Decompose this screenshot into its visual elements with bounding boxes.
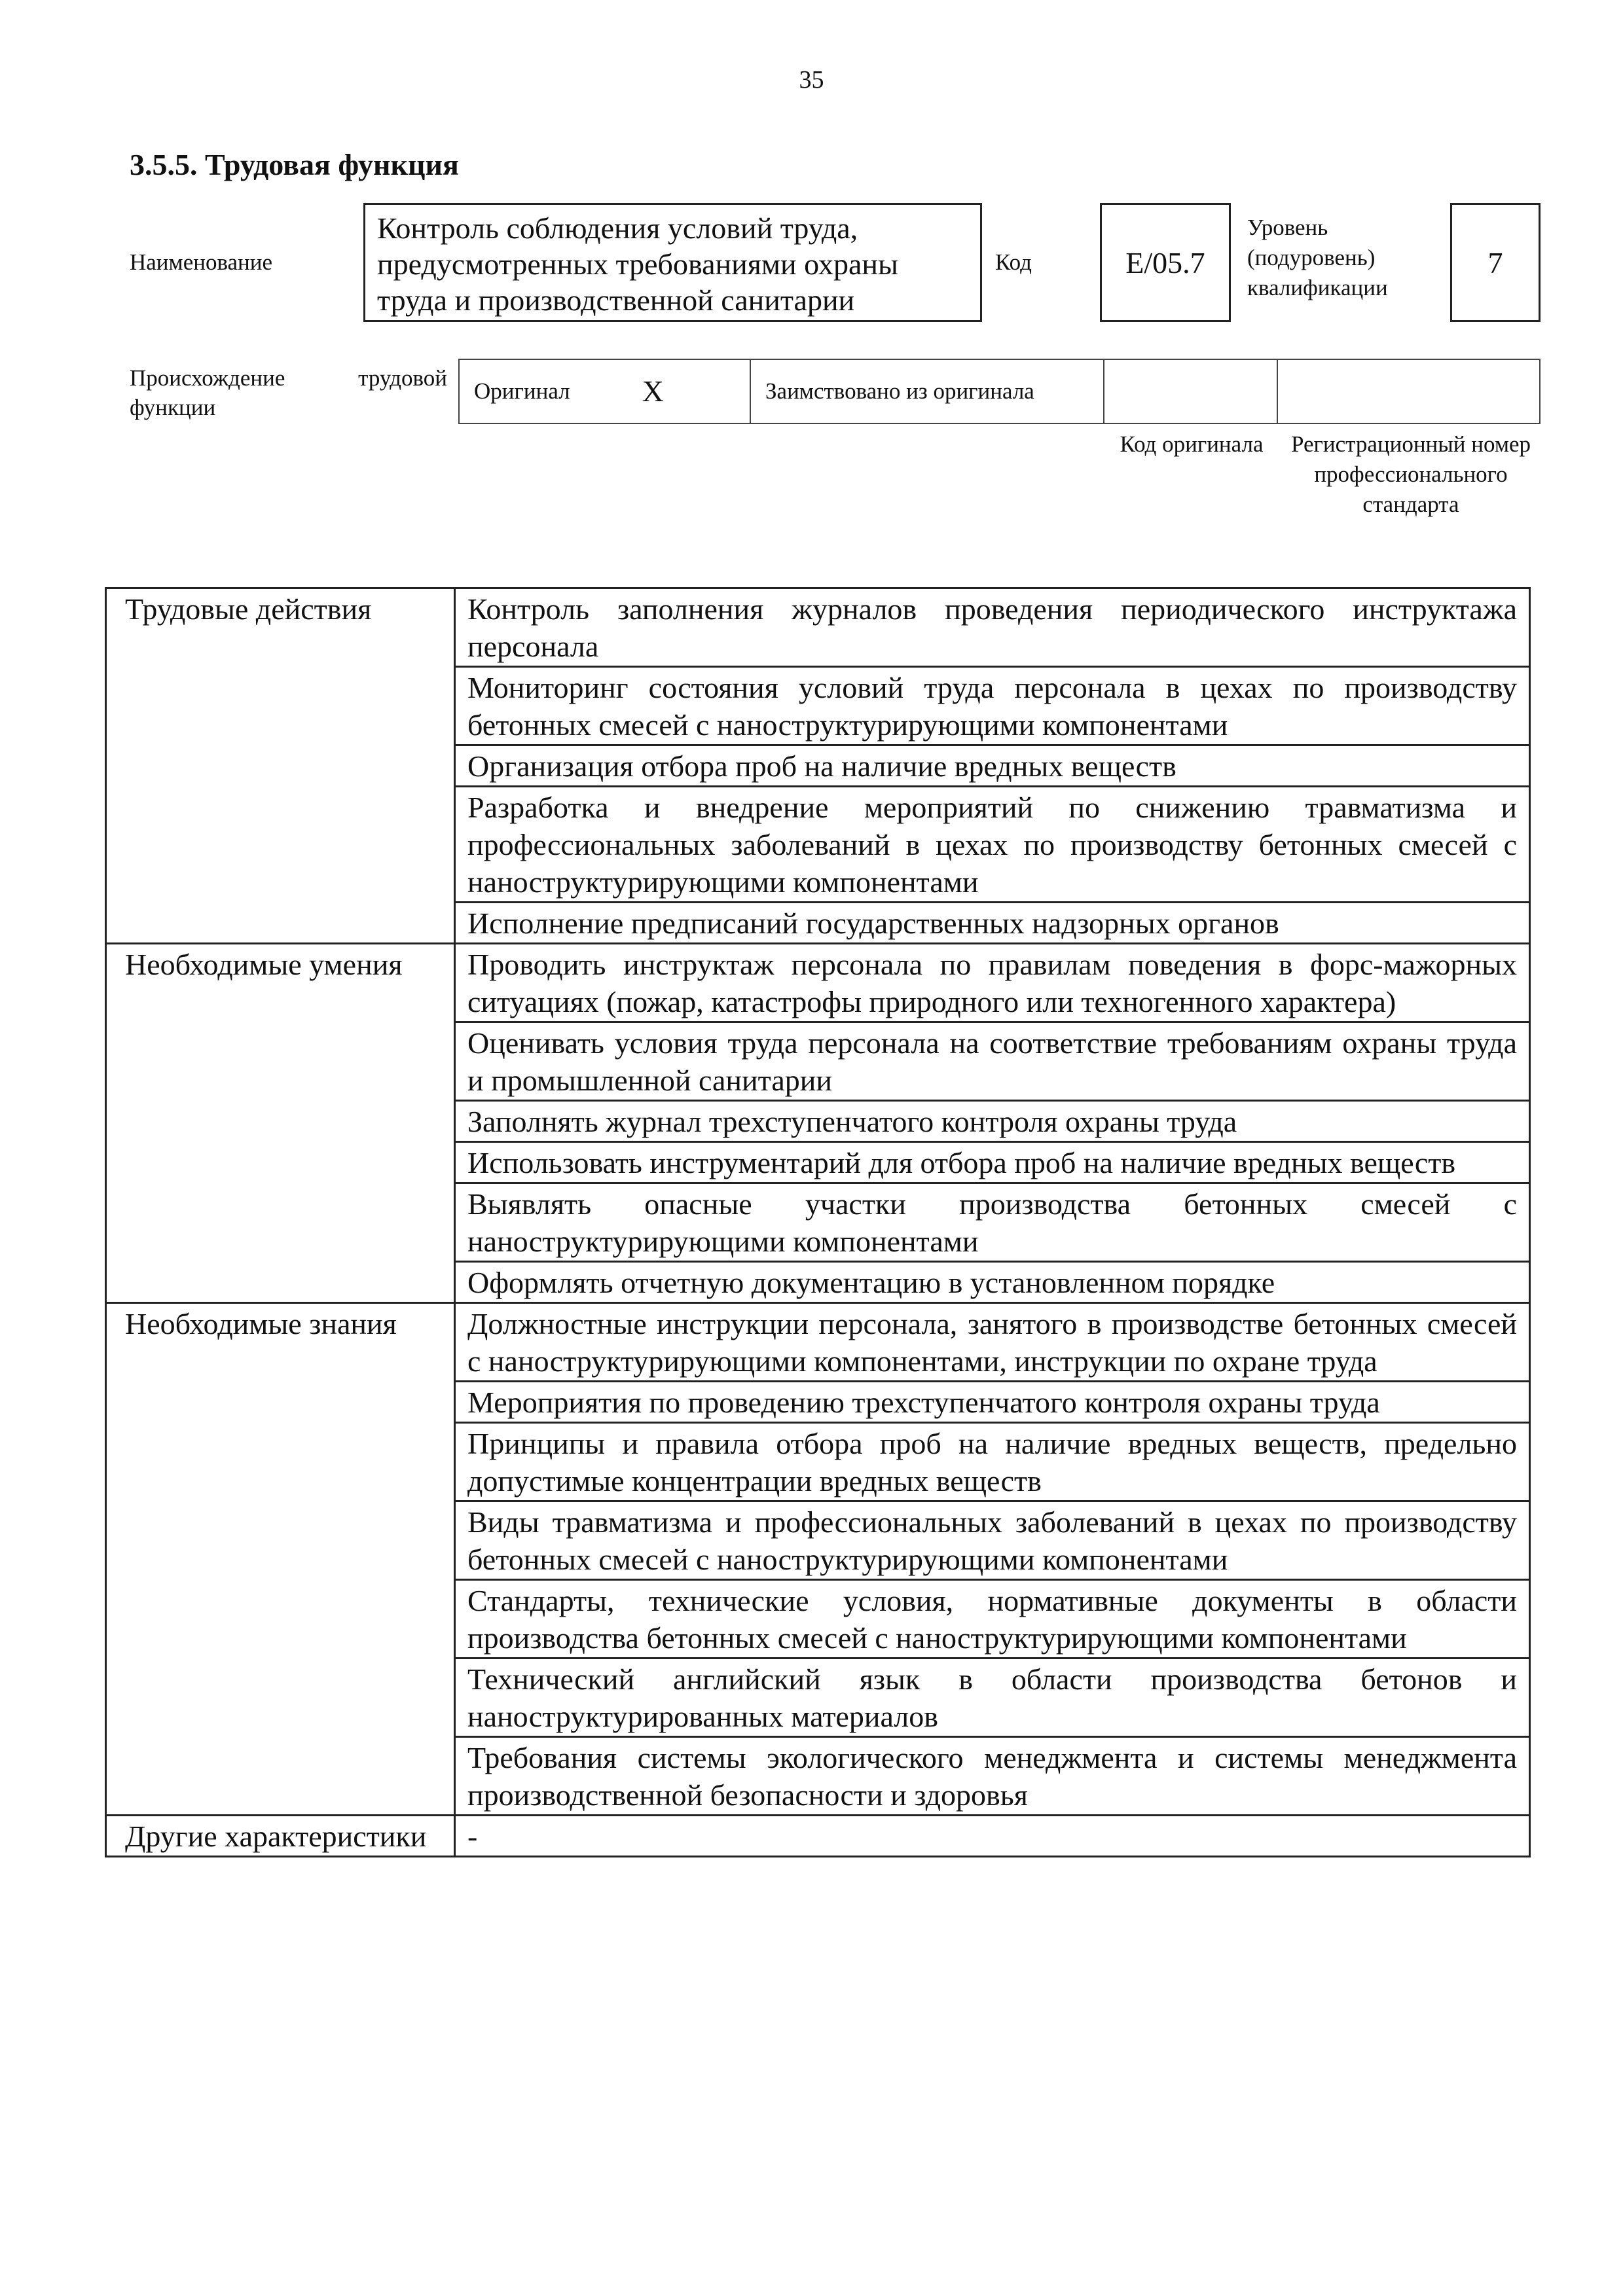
original-mark: X — [642, 374, 664, 408]
code-original-caption: Код оригинала — [1120, 431, 1264, 457]
function-name-box: Контроль соблюдения условий труда, предусмотренных требованиями охраны труда и производственной санитарии — [363, 203, 982, 322]
section-item-cell: Оформлять отчетную документацию в установленном порядке — [455, 1262, 1530, 1303]
origin-label-line2: функции — [130, 395, 216, 420]
section-item-cell: Использовать инструментарий для отбора проб на наличие вредных веществ — [455, 1142, 1530, 1183]
page-number: 35 — [799, 66, 824, 94]
section-item-cell: Должностные инструкции персонала, занятого в производстве бетонных смесей с наноструктурирующими компонентами, инструкции по охране труда — [455, 1303, 1530, 1382]
function-details-table — [105, 587, 1531, 1857]
origin-label: Происхождение трудовой — [130, 365, 447, 391]
name-label: Наименование — [130, 249, 273, 275]
origin-row — [458, 359, 1541, 424]
reg-number-caption: Регистрационный номер профессионального стандарта — [1290, 431, 1531, 517]
section-item-cell: Стандарты, технические условия, нормативные документы в области производства бетонных смесей с наноструктурирующими компонентами — [455, 1580, 1530, 1659]
section-item-cell: Технический английский язык в области производства бетонов и наноструктурированных материалов — [455, 1659, 1530, 1737]
code-label: Код — [995, 249, 1032, 275]
level-label: Уровень (подуровень) квалификации — [1247, 215, 1388, 300]
section-item-cell: Исполнение предписаний государственных надзорных органов — [455, 903, 1530, 944]
section-heading-cell: Другие характеристики — [106, 1816, 455, 1857]
level-value-box: 7 — [1450, 203, 1541, 322]
origin-original-cell — [460, 360, 751, 423]
section-item-cell: Виды травматизма и профессиональных заболеваний в цехах по производству бетонных смесей с наноструктурирующими компонентами — [455, 1501, 1530, 1580]
section-item-cell: Мониторинг состояния условий труда персонала в цехах по производству бетонных смесей с наноструктурирующими компонентами — [455, 667, 1530, 745]
section-heading-cell: Необходимые умения — [106, 944, 455, 1303]
section-heading-cell: Необходимые знания — [106, 1303, 455, 1816]
table-row — [106, 1303, 1530, 1382]
original-label: Оригинал — [474, 378, 570, 404]
section-item-cell: - — [455, 1816, 1530, 1857]
borrowed-label: Заимствовано из оригинала — [765, 378, 1034, 404]
section-heading-cell: Трудовые действия — [106, 588, 455, 944]
origin-reg-cell — [1278, 360, 1539, 423]
table-row — [106, 1816, 1530, 1857]
section-title: 3.5.5. Трудовая функция — [130, 148, 459, 181]
section-item-cell: Заполнять журнал трехступенчатого контроля охраны труда — [455, 1101, 1530, 1142]
section-item-cell: Требования системы экологического менеджмента и системы менеджмента производственной безопасности и здоровья — [455, 1737, 1530, 1816]
section-item-cell: Выявлять опасные участки производства бетонных смесей с наноструктурирующими компонентами — [455, 1183, 1530, 1262]
section-item-cell: Принципы и правила отбора проб на наличие вредных веществ, предельно допустимые концентрации вредных веществ — [455, 1423, 1530, 1501]
section-item-cell: Разработка и внедрение мероприятий по снижению травматизма и профессиональных заболеваний в цехах по производству бетонных смесей с наноструктурирующими компонентами — [455, 787, 1530, 903]
table-row — [106, 588, 1530, 667]
section-item-cell: Организация отбора проб на наличие вредных веществ — [455, 745, 1530, 787]
origin-code-cell — [1104, 360, 1278, 423]
code-value-box: E/05.7 — [1100, 203, 1231, 322]
table-row — [106, 944, 1530, 1022]
section-item-cell: Контроль заполнения журналов проведения периодического инструктажа персонала — [455, 588, 1530, 667]
origin-borrowed-cell — [751, 360, 1104, 423]
section-item-cell: Оценивать условия труда персонала на соответствие требованиям охраны труда и промышленной санитарии — [455, 1022, 1530, 1101]
section-item-cell: Проводить инструктаж персонала по правилам поведения в форс-мажорных ситуациях (пожар, катастрофы природного или техногенного характера) — [455, 944, 1530, 1022]
section-item-cell: Мероприятия по проведению трехступенчатого контроля охраны труда — [455, 1382, 1530, 1423]
